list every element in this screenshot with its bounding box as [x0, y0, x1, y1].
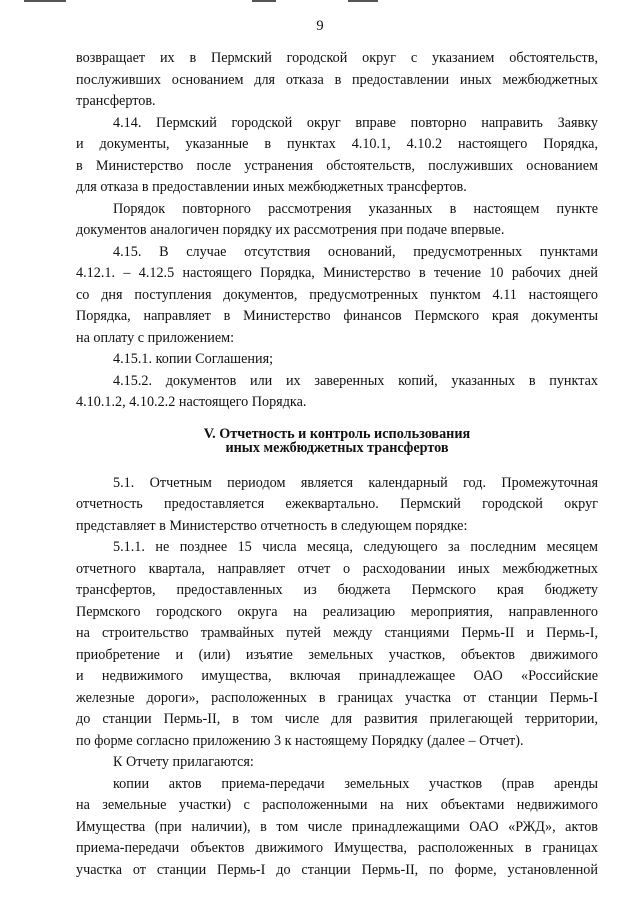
text-line: послуживших основанием для отказа в предоставлении иных межбюджетных: [76, 71, 598, 88]
top-edge-mark: [348, 0, 378, 2]
text-line: Порядка, направляет в Министерство финансов Пермского края документы: [76, 308, 598, 324]
text-line: 5.1.1. не позднее 15 числа месяца, следующего за последним месяцем: [113, 539, 598, 555]
text-line: 4.15. В случае отсутствия оснований, предусмотренных пунктами: [113, 243, 598, 260]
text-line: копии актов приема-передачи земельных участков (прав аренды: [113, 775, 598, 792]
text-line: 4.10.1.2, 4.10.2.2 настоящего Порядка.: [76, 394, 307, 410]
text-line: участка от станции Пермь-I до станции Пермь-II, по форме, установленной: [76, 861, 598, 878]
page-number: 9: [316, 18, 324, 34]
text-line: К Отчету прилагаются:: [113, 754, 254, 770]
text-line: 5.1. Отчетным периодом является календарный год. Промежуточная: [113, 474, 598, 491]
section-heading-line: V. Отчетность и контроль использования: [203, 425, 471, 442]
text-line: Имущества (при наличии), в том числе принадлежащими ОАО «РЖД», актов: [76, 818, 598, 835]
text-line: Пермского городского округа на реализацию мероприятия, направленного: [76, 603, 598, 620]
paragraph: [76, 48, 598, 113]
text-line: 4.12.1. – 4.12.5 настоящего Порядка, Министерство в течение 10 рабочих дней: [76, 265, 598, 281]
text-line: трансфертов, предоставленных из бюджета Пермского края бюджету: [76, 582, 598, 598]
text-line: отчетного квартала, направляет отчет о расходовании иных межбюджетных: [76, 560, 598, 577]
text-line: на земельные участки) с расположенными на них объектами недвижимого: [76, 797, 598, 813]
text-line: и недвижимого имущества, включая принадлежащее ОАО «Российские: [76, 668, 598, 684]
text-line: железные дороги», расположенных в границах участка от станции Пермь-I: [76, 689, 598, 706]
paragraph: [76, 752, 598, 774]
text-line: 4.15.2. документов или их заверенных копий, указанных в пунктах: [113, 372, 598, 389]
text-line: и документы, указанные в пунктах 4.10.1, 4.10.2 настоящего Порядка,: [76, 136, 598, 152]
paragraph-5-1-1: [76, 537, 598, 752]
text-line: 4.14. Пермский городской округ вправе повторно направить Заявку: [113, 114, 598, 131]
text-line: для отказа в предоставлении иных межбюджетных трансфертов.: [76, 179, 467, 195]
text-line: в Министерство после устранения обстоятельств, послуживших основанием: [76, 157, 598, 174]
text-line: возвращает их в Пермский городской округ с указанием обстоятельств,: [76, 50, 598, 66]
text-line: до станции Пермь-II, в том числе для развития прилегающей территории,: [76, 711, 598, 727]
text-line: приема-передачи объектов движимого Имущества, расположенных в границах: [76, 840, 598, 856]
text-line: на строительство трамвайных путей между станциями Пермь-II и Пермь-I,: [76, 625, 598, 641]
text-line: по форме согласно приложению 3 к настоящему Порядку (далее – Отчет).: [76, 732, 524, 749]
text-line: представляет в Министерство отчетность в следующем порядке:: [76, 517, 468, 534]
text-line: документов аналогичен порядку их рассмотрения при подаче впервые.: [76, 222, 505, 238]
paragraph-4-14: [76, 113, 598, 199]
section-heading-line: иных межбюджетных трансфертов: [225, 439, 449, 456]
document-body: [76, 48, 598, 881]
text-line: на оплату с приложением:: [76, 329, 235, 346]
paragraph-4-15: [76, 242, 598, 350]
paragraph: [76, 199, 598, 242]
paragraph: [76, 774, 598, 882]
text-line: трансфертов.: [76, 93, 156, 109]
paragraph-5-1: [76, 473, 598, 538]
top-edge-mark: [252, 0, 276, 2]
text-line: приобретение и (или) изъятие земельных участков, объектов движимого: [76, 646, 598, 663]
text-line: со дня поступления документов, предусмотренных пунктом 4.11 настоящего: [76, 286, 598, 303]
paragraph-4-15-2: [76, 371, 598, 414]
text-line: Порядок повторного рассмотрения указанных в настоящем пункте: [113, 200, 598, 217]
paragraph-4-15-1: [76, 349, 598, 371]
text-line: отчетность предоставляется ежеквартально. Пермский городской округ: [76, 496, 598, 512]
text-line: 4.15.1. копии Соглашения;: [113, 351, 274, 367]
top-edge-mark: [24, 0, 66, 2]
section-heading: [76, 427, 598, 455]
